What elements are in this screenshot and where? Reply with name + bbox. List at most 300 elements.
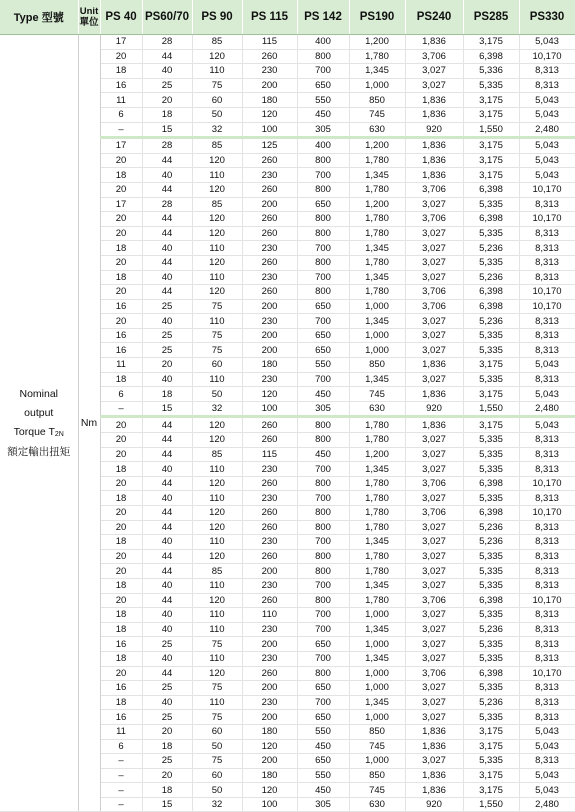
table-cell: 40: [142, 314, 192, 329]
table-cell: 3,027: [405, 64, 463, 79]
table-cell: 110: [192, 695, 242, 710]
table-cell: 1,836: [405, 358, 463, 373]
header-ps115: PS 115: [242, 0, 297, 35]
table-cell: 1,780: [349, 520, 405, 535]
table-cell: 8,313: [519, 433, 575, 448]
table-cell: 700: [297, 314, 349, 329]
table-cell: 3,027: [405, 447, 463, 462]
table-cell: 3,027: [405, 433, 463, 448]
table-cell: 3,175: [463, 417, 519, 433]
table-cell: 44: [142, 212, 192, 227]
table-cell: 8,313: [519, 78, 575, 93]
table-cell: 3,175: [463, 387, 519, 402]
table-cell: 5,043: [519, 153, 575, 168]
table-cell: 110: [192, 578, 242, 593]
table-cell: 745: [349, 107, 405, 122]
table-cell: 230: [242, 241, 297, 256]
table-cell: 260: [242, 433, 297, 448]
table-cell: 8,313: [519, 462, 575, 477]
table-cell: 120: [192, 476, 242, 491]
table-cell: 3,027: [405, 78, 463, 93]
header-ps330: PS330: [519, 0, 575, 35]
table-cell: 8,313: [519, 447, 575, 462]
table-cell: 650: [297, 328, 349, 343]
table-cell: 10,170: [519, 666, 575, 681]
table-cell: 120: [192, 433, 242, 448]
table-cell: 50: [192, 739, 242, 754]
table-cell: 3,175: [463, 724, 519, 739]
table-cell: 20: [100, 549, 142, 564]
table-cell: 920: [405, 122, 463, 138]
table-cell: 230: [242, 168, 297, 183]
table-cell: 1,345: [349, 168, 405, 183]
table-cell: 800: [297, 285, 349, 300]
table-cell: 630: [349, 797, 405, 812]
table-cell: 5,043: [519, 724, 575, 739]
table-cell: 16: [100, 681, 142, 696]
table-cell: 8,313: [519, 637, 575, 652]
table-cell: 260: [242, 212, 297, 227]
table-cell: 260: [242, 593, 297, 608]
table-cell: 3,175: [463, 93, 519, 108]
table-cell: 260: [242, 255, 297, 270]
table-cell: 20: [142, 93, 192, 108]
table-cell: 8,313: [519, 328, 575, 343]
table-cell: 20: [100, 285, 142, 300]
table-cell: 25: [142, 637, 192, 652]
table-cell: 44: [142, 593, 192, 608]
table-cell: 44: [142, 549, 192, 564]
table-cell: 17: [100, 138, 142, 154]
table-cell: 1,345: [349, 270, 405, 285]
header-ps60-70: PS60/70: [142, 0, 192, 35]
table-cell: 3,175: [463, 358, 519, 373]
table-cell: 17: [100, 197, 142, 212]
table-cell: 800: [297, 255, 349, 270]
table-cell: 5,043: [519, 107, 575, 122]
table-cell: 3,027: [405, 578, 463, 593]
table-cell: 75: [192, 710, 242, 725]
table-cell: 650: [297, 343, 349, 358]
table-cell: 230: [242, 578, 297, 593]
table-cell: 28: [142, 138, 192, 154]
table-cell: 18: [100, 578, 142, 593]
table-cell: 1,345: [349, 535, 405, 550]
table-cell: 1,550: [463, 122, 519, 138]
table-cell: 85: [192, 35, 242, 50]
table-cell: 1,836: [405, 35, 463, 50]
table-cell: 180: [242, 93, 297, 108]
table-cell: 2,480: [519, 122, 575, 138]
table-cell: 44: [142, 49, 192, 64]
table-cell: 120: [242, 107, 297, 122]
table-cell: 44: [142, 476, 192, 491]
table-cell: 44: [142, 433, 192, 448]
table-cell: 700: [297, 491, 349, 506]
table-cell: –: [100, 754, 142, 769]
table-cell: 18: [142, 783, 192, 798]
table-cell: 10,170: [519, 182, 575, 197]
table-cell: 920: [405, 797, 463, 812]
table-cell: 3,027: [405, 255, 463, 270]
table-cell: 40: [142, 578, 192, 593]
table-cell: 5,336: [463, 64, 519, 79]
table-cell: 305: [297, 122, 349, 138]
table-cell: 16: [100, 78, 142, 93]
table-cell: 800: [297, 476, 349, 491]
table-cell: 32: [192, 122, 242, 138]
table-cell: 16: [100, 343, 142, 358]
table-cell: 18: [142, 107, 192, 122]
table-header: [0, 0, 575, 35]
table-cell: 1,200: [349, 447, 405, 462]
table-cell: 20: [100, 666, 142, 681]
table-cell: 230: [242, 372, 297, 387]
table-cell: 25: [142, 681, 192, 696]
table-cell: 230: [242, 622, 297, 637]
table-cell: 5,335: [463, 549, 519, 564]
table-cell: 16: [100, 710, 142, 725]
table-cell: 85: [192, 564, 242, 579]
table-cell: 1,000: [349, 710, 405, 725]
table-cell: 8,313: [519, 754, 575, 769]
table-cell: 800: [297, 506, 349, 521]
table-cell: 75: [192, 681, 242, 696]
table-cell: 3,027: [405, 535, 463, 550]
table-cell: 28: [142, 197, 192, 212]
table-cell: 110: [192, 651, 242, 666]
table-cell: 44: [142, 666, 192, 681]
table-cell: 28: [142, 35, 192, 50]
table-cell: 3,027: [405, 197, 463, 212]
table-cell: 44: [142, 226, 192, 241]
table-cell: 5,043: [519, 387, 575, 402]
table-cell: 20: [100, 564, 142, 579]
table-cell: 200: [242, 637, 297, 652]
table-cell: 2,480: [519, 797, 575, 812]
table-cell: 18: [100, 270, 142, 285]
table-cell: 5,043: [519, 93, 575, 108]
table-cell: 5,043: [519, 358, 575, 373]
table-cell: 125: [242, 138, 297, 154]
table-cell: 20: [100, 506, 142, 521]
table-cell: 5,335: [463, 651, 519, 666]
table-cell: 40: [142, 64, 192, 79]
table-cell: 10,170: [519, 49, 575, 64]
table-cell: 8,313: [519, 535, 575, 550]
table-cell: 700: [297, 608, 349, 623]
table-cell: 40: [142, 535, 192, 550]
table-cell: 800: [297, 666, 349, 681]
table-cell: 630: [349, 122, 405, 138]
table-cell: 550: [297, 358, 349, 373]
table-cell: 1,780: [349, 506, 405, 521]
table-cell: 44: [142, 255, 192, 270]
table-cell: 110: [192, 608, 242, 623]
table-cell: 1,836: [405, 783, 463, 798]
table-cell: 11: [100, 724, 142, 739]
table-cell: 200: [242, 564, 297, 579]
table-cell: 18: [100, 64, 142, 79]
table-cell: 5,236: [463, 695, 519, 710]
table-cell: 1,345: [349, 241, 405, 256]
table-cell: 40: [142, 168, 192, 183]
table-cell: 180: [242, 724, 297, 739]
table-cell: 8,313: [519, 255, 575, 270]
table-cell: 3,027: [405, 710, 463, 725]
table-cell: 20: [100, 153, 142, 168]
table-cell: 6,398: [463, 182, 519, 197]
table-cell: 630: [349, 401, 405, 417]
table-cell: 260: [242, 226, 297, 241]
table-cell: 40: [142, 241, 192, 256]
table-cell: 700: [297, 651, 349, 666]
table-cell: 20: [142, 358, 192, 373]
table-cell: 8,313: [519, 549, 575, 564]
table-cell: 6,398: [463, 666, 519, 681]
table-cell: 8,313: [519, 520, 575, 535]
table-cell: 18: [100, 651, 142, 666]
table-cell: 850: [349, 768, 405, 783]
table-cell: 1,780: [349, 255, 405, 270]
table-cell: 1,000: [349, 78, 405, 93]
table-cell: 18: [100, 491, 142, 506]
table-cell: 40: [142, 651, 192, 666]
table-cell: 85: [192, 447, 242, 462]
table-cell: 120: [192, 417, 242, 433]
table-cell: 200: [242, 754, 297, 769]
header-type: Type 型號: [0, 0, 78, 35]
table-cell: 8,313: [519, 314, 575, 329]
table-cell: 260: [242, 417, 297, 433]
table-cell: 3,175: [463, 153, 519, 168]
table-cell: 5,335: [463, 197, 519, 212]
table-cell: 50: [192, 387, 242, 402]
table-cell: 200: [242, 78, 297, 93]
table-cell: 20: [100, 417, 142, 433]
table-cell: 800: [297, 593, 349, 608]
table-cell: 5,335: [463, 255, 519, 270]
table-cell: 1,345: [349, 651, 405, 666]
table-cell: 100: [242, 797, 297, 812]
table-cell: 3,027: [405, 608, 463, 623]
label-subscript: 2N: [54, 430, 64, 438]
table-cell: 5,236: [463, 535, 519, 550]
table-cell: 8,313: [519, 372, 575, 387]
table-cell: 1,836: [405, 138, 463, 154]
table-cell: 16: [100, 328, 142, 343]
table-cell: 20: [100, 520, 142, 535]
table-cell: –: [100, 401, 142, 417]
table-cell: 3,175: [463, 35, 519, 50]
table-cell: 3,706: [405, 212, 463, 227]
table-cell: 120: [192, 285, 242, 300]
table-cell: 5,236: [463, 622, 519, 637]
table-cell: 44: [142, 417, 192, 433]
table-cell: 5,335: [463, 462, 519, 477]
table-cell: 1,200: [349, 138, 405, 154]
table-cell: 5,335: [463, 78, 519, 93]
table-cell: –: [100, 783, 142, 798]
table-cell: 120: [192, 666, 242, 681]
table-cell: 5,335: [463, 637, 519, 652]
table-cell: 260: [242, 285, 297, 300]
table-cell: –: [100, 797, 142, 812]
table-cell: 120: [242, 783, 297, 798]
table-cell: 700: [297, 462, 349, 477]
table-cell: 8,313: [519, 343, 575, 358]
table-cell: 8,313: [519, 564, 575, 579]
table-cell: 450: [297, 783, 349, 798]
table-cell: 60: [192, 93, 242, 108]
table-cell: 1,780: [349, 433, 405, 448]
table-cell: 8,313: [519, 681, 575, 696]
table-cell: 5,335: [463, 433, 519, 448]
table-cell: 550: [297, 768, 349, 783]
table-cell: 5,335: [463, 564, 519, 579]
table-cell: 10,170: [519, 299, 575, 314]
table-cell: 180: [242, 768, 297, 783]
table-cell: 110: [192, 622, 242, 637]
table-cell: 8,313: [519, 241, 575, 256]
table-cell: 75: [192, 343, 242, 358]
table-cell: 3,027: [405, 314, 463, 329]
table-cell: 85: [192, 138, 242, 154]
table-cell: 10,170: [519, 285, 575, 300]
table-cell: 18: [100, 372, 142, 387]
table-cell: 40: [142, 462, 192, 477]
table-cell: 700: [297, 372, 349, 387]
table-cell: 650: [297, 299, 349, 314]
table-cell: 1,836: [405, 739, 463, 754]
table-cell: 1,345: [349, 622, 405, 637]
table-cell: 8,313: [519, 695, 575, 710]
table-cell: –: [100, 122, 142, 138]
table-cell: 3,027: [405, 564, 463, 579]
table-cell: 200: [242, 681, 297, 696]
table-cell: 700: [297, 578, 349, 593]
table-cell: 180: [242, 358, 297, 373]
table-cell: 1,000: [349, 637, 405, 652]
table-cell: 260: [242, 549, 297, 564]
table-cell: 5,043: [519, 768, 575, 783]
table-cell: 60: [192, 768, 242, 783]
table-cell: 230: [242, 695, 297, 710]
table-cell: 110: [242, 608, 297, 623]
label-line3: Torque T: [13, 425, 55, 438]
table-cell: 1,780: [349, 476, 405, 491]
table-cell: 6,398: [463, 285, 519, 300]
table-cell: 20: [100, 212, 142, 227]
table-cell: 1,780: [349, 564, 405, 579]
table-cell: 120: [192, 212, 242, 227]
header-unit-zh: 單位: [79, 17, 99, 28]
table-cell: 1,780: [349, 153, 405, 168]
table-cell: 700: [297, 695, 349, 710]
table-cell: 3,706: [405, 182, 463, 197]
table-cell: 3,706: [405, 285, 463, 300]
table-cell: 44: [142, 285, 192, 300]
table-cell: 1,000: [349, 343, 405, 358]
table-cell: 650: [297, 78, 349, 93]
table-cell: 1,836: [405, 724, 463, 739]
table-cell: 230: [242, 314, 297, 329]
label-line4: 額定輸出扭矩: [7, 445, 71, 458]
table-cell: 120: [192, 226, 242, 241]
table-cell: 120: [192, 549, 242, 564]
table-cell: 5,236: [463, 314, 519, 329]
table-cell: 400: [297, 35, 349, 50]
table-cell: 8,313: [519, 651, 575, 666]
header-ps240: PS240: [405, 0, 463, 35]
table-cell: 700: [297, 241, 349, 256]
table-cell: 6,398: [463, 476, 519, 491]
table-cell: 1,836: [405, 153, 463, 168]
table-cell: 1,780: [349, 285, 405, 300]
table-cell: 50: [192, 107, 242, 122]
table-cell: 18: [100, 535, 142, 550]
table-cell: 2,480: [519, 401, 575, 417]
table-cell: 40: [142, 372, 192, 387]
table-cell: 40: [142, 695, 192, 710]
table-cell: 200: [242, 710, 297, 725]
header-ps190: PS190: [349, 0, 405, 35]
table-cell: 20: [100, 314, 142, 329]
table-cell: 1,780: [349, 182, 405, 197]
table-cell: 1,000: [349, 666, 405, 681]
table-cell: 3,027: [405, 520, 463, 535]
table-cell: 920: [405, 401, 463, 417]
table-cell: 260: [242, 182, 297, 197]
table-cell: 800: [297, 433, 349, 448]
table-cell: 800: [297, 520, 349, 535]
table-cell: 5,236: [463, 520, 519, 535]
table-cell: 1,345: [349, 372, 405, 387]
table-cell: 50: [192, 783, 242, 798]
table-cell: 3,027: [405, 343, 463, 358]
table-cell: 230: [242, 462, 297, 477]
table-cell: 650: [297, 710, 349, 725]
table-cell: 3,706: [405, 593, 463, 608]
table-cell: 850: [349, 358, 405, 373]
table-cell: 120: [192, 506, 242, 521]
table-cell: 3,175: [463, 783, 519, 798]
table-cell: 260: [242, 666, 297, 681]
header-ps285: PS285: [463, 0, 519, 35]
table-cell: –: [100, 768, 142, 783]
table-cell: 18: [100, 695, 142, 710]
table-cell: 75: [192, 328, 242, 343]
table-cell: 8,313: [519, 64, 575, 79]
table-cell: 11: [100, 93, 142, 108]
table-cell: 5,043: [519, 739, 575, 754]
table-cell: 20: [100, 447, 142, 462]
table-cell: 20: [100, 476, 142, 491]
table-cell: 120: [242, 387, 297, 402]
table-cell: 3,027: [405, 549, 463, 564]
table-cell: 75: [192, 637, 242, 652]
table-cell: 1,000: [349, 608, 405, 623]
table-cell: 115: [242, 35, 297, 50]
table-cell: 8,313: [519, 578, 575, 593]
table-cell: 5,335: [463, 578, 519, 593]
table-cell: 17: [100, 35, 142, 50]
table-cell: 44: [142, 447, 192, 462]
table-cell: 200: [242, 197, 297, 212]
table-cell: 3,175: [463, 739, 519, 754]
table-cell: 1,345: [349, 578, 405, 593]
table-cell: 305: [297, 401, 349, 417]
